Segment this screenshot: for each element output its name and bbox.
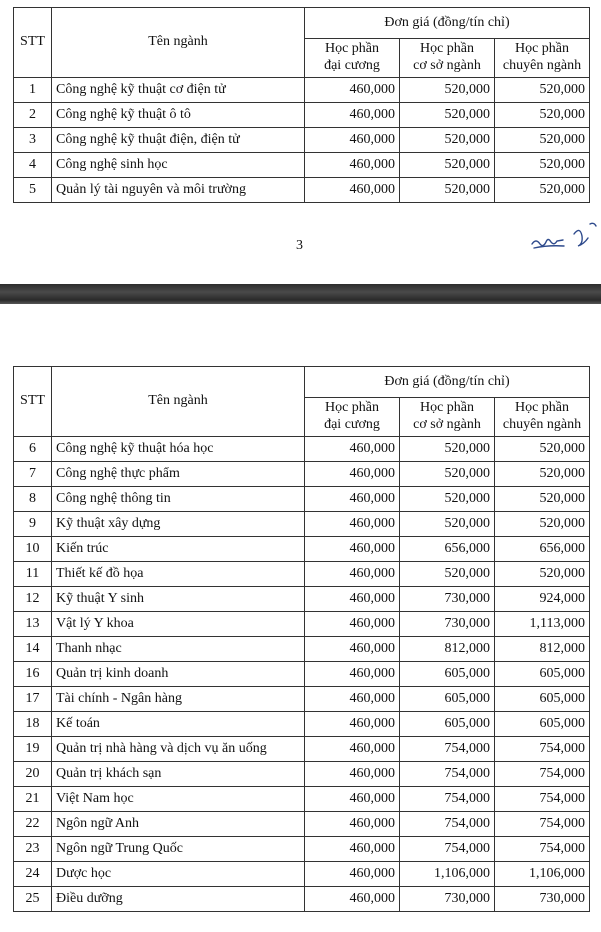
table-row [14, 537, 590, 562]
row-stt: 22 [14, 812, 52, 837]
row-major-name: Công nghệ kỹ thuật cơ điện tử [52, 78, 305, 103]
row-specialized-price: 520,000 [495, 487, 590, 512]
row-stt: 12 [14, 587, 52, 612]
row-foundation-price: 754,000 [400, 837, 495, 862]
row-major-name: Công nghệ thông tin [52, 487, 305, 512]
row-specialized-price: 605,000 [495, 687, 590, 712]
table-row [14, 712, 590, 737]
row-general-price: 460,000 [305, 762, 400, 787]
header-foundation-courses: Học phần cơ sở ngành [400, 39, 495, 78]
row-specialized-price: 754,000 [495, 787, 590, 812]
page-number: 3 [296, 238, 303, 253]
row-general-price: 460,000 [305, 612, 400, 637]
header-unit-price: Đơn giá (đồng/tín chỉ) [305, 8, 590, 39]
row-specialized-price: 1,106,000 [495, 862, 590, 887]
row-foundation-price: 520,000 [400, 103, 495, 128]
row-major-name: Ngôn ngữ Anh [52, 812, 305, 837]
row-specialized-price: 754,000 [495, 737, 590, 762]
row-major-name: Dược học [52, 862, 305, 887]
row-foundation-price: 520,000 [400, 153, 495, 178]
row-general-price: 460,000 [305, 862, 400, 887]
row-general-price: 460,000 [305, 78, 400, 103]
row-major-name: Công nghệ kỹ thuật hóa học [52, 437, 305, 462]
row-stt: 7 [14, 462, 52, 487]
row-general-price: 460,000 [305, 687, 400, 712]
row-stt: 8 [14, 487, 52, 512]
row-specialized-price: 520,000 [495, 562, 590, 587]
row-specialized-price: 605,000 [495, 712, 590, 737]
header-foundation-courses: Học phần cơ sở ngành [400, 398, 495, 437]
row-foundation-price: 520,000 [400, 78, 495, 103]
row-general-price: 460,000 [305, 812, 400, 837]
table-row [14, 687, 590, 712]
table-row [14, 487, 590, 512]
header-general-courses: Học phần đại cương [305, 39, 400, 78]
row-specialized-price: 520,000 [495, 512, 590, 537]
row-specialized-price: 520,000 [495, 128, 590, 153]
row-specialized-price: 730,000 [495, 887, 590, 912]
row-stt: 9 [14, 512, 52, 537]
table-row [14, 78, 590, 103]
row-foundation-price: 754,000 [400, 812, 495, 837]
row-specialized-price: 812,000 [495, 637, 590, 662]
row-foundation-price: 605,000 [400, 712, 495, 737]
row-specialized-price: 520,000 [495, 78, 590, 103]
row-stt: 19 [14, 737, 52, 762]
row-stt: 18 [14, 712, 52, 737]
header-major-name: Tên ngành [52, 367, 305, 437]
row-stt: 14 [14, 637, 52, 662]
row-general-price: 460,000 [305, 128, 400, 153]
row-specialized-price: 520,000 [495, 153, 590, 178]
row-stt: 4 [14, 153, 52, 178]
header-specialized-courses: Học phần chuyên ngành [495, 398, 590, 437]
tuition-table-page-4 [13, 366, 590, 912]
row-major-name: Tài chính - Ngân hàng [52, 687, 305, 712]
document-page-4 [0, 304, 601, 932]
row-stt: 24 [14, 862, 52, 887]
document-page-3 [0, 0, 601, 284]
row-general-price: 460,000 [305, 487, 400, 512]
row-specialized-price: 924,000 [495, 587, 590, 612]
header-specialized-courses: Học phần chuyên ngành [495, 39, 590, 78]
row-major-name: Vật lý Y khoa [52, 612, 305, 637]
row-specialized-price: 754,000 [495, 837, 590, 862]
row-stt: 2 [14, 103, 52, 128]
row-general-price: 460,000 [305, 587, 400, 612]
row-major-name: Công nghệ kỹ thuật điện, điện tử [52, 128, 305, 153]
row-stt: 16 [14, 662, 52, 687]
row-foundation-price: 754,000 [400, 737, 495, 762]
row-major-name: Kỹ thuật Y sinh [52, 587, 305, 612]
row-general-price: 460,000 [305, 437, 400, 462]
row-specialized-price: 520,000 [495, 178, 590, 203]
row-foundation-price: 520,000 [400, 487, 495, 512]
table-row [14, 462, 590, 487]
row-general-price: 460,000 [305, 512, 400, 537]
signature-mark [530, 220, 600, 260]
row-major-name: Thanh nhạc [52, 637, 305, 662]
table-row [14, 762, 590, 787]
row-major-name: Ngôn ngữ Trung Quốc [52, 837, 305, 862]
row-general-price: 460,000 [305, 637, 400, 662]
row-general-price: 460,000 [305, 837, 400, 862]
row-stt: 13 [14, 612, 52, 637]
page-separator [0, 284, 601, 304]
row-stt: 25 [14, 887, 52, 912]
row-foundation-price: 754,000 [400, 787, 495, 812]
row-foundation-price: 754,000 [400, 762, 495, 787]
table-row [14, 662, 590, 687]
table-row [14, 587, 590, 612]
row-specialized-price: 605,000 [495, 662, 590, 687]
row-foundation-price: 656,000 [400, 537, 495, 562]
table-row [14, 153, 590, 178]
row-foundation-price: 730,000 [400, 612, 495, 637]
row-specialized-price: 754,000 [495, 812, 590, 837]
row-foundation-price: 520,000 [400, 178, 495, 203]
row-specialized-price: 520,000 [495, 462, 590, 487]
row-major-name: Quản lý tài nguyên và môi trường [52, 178, 305, 203]
row-stt: 17 [14, 687, 52, 712]
table-row [14, 737, 590, 762]
row-foundation-price: 730,000 [400, 587, 495, 612]
table-row [14, 512, 590, 537]
row-major-name: Công nghệ thực phẩm [52, 462, 305, 487]
row-general-price: 460,000 [305, 462, 400, 487]
row-specialized-price: 656,000 [495, 537, 590, 562]
row-specialized-price: 754,000 [495, 762, 590, 787]
row-general-price: 460,000 [305, 103, 400, 128]
row-foundation-price: 520,000 [400, 512, 495, 537]
row-stt: 5 [14, 178, 52, 203]
row-general-price: 460,000 [305, 562, 400, 587]
row-general-price: 460,000 [305, 537, 400, 562]
row-foundation-price: 520,000 [400, 437, 495, 462]
row-specialized-price: 520,000 [495, 437, 590, 462]
row-specialized-price: 520,000 [495, 103, 590, 128]
header-stt: STT [14, 367, 52, 437]
table-row [14, 128, 590, 153]
row-general-price: 460,000 [305, 153, 400, 178]
row-foundation-price: 1,106,000 [400, 862, 495, 887]
table-row [14, 612, 590, 637]
row-major-name: Quản trị kinh doanh [52, 662, 305, 687]
row-major-name: Công nghệ kỹ thuật ô tô [52, 103, 305, 128]
row-major-name: Kỹ thuật xây dựng [52, 512, 305, 537]
row-stt: 10 [14, 537, 52, 562]
header-stt: STT [14, 8, 52, 78]
row-stt: 23 [14, 837, 52, 862]
row-general-price: 460,000 [305, 662, 400, 687]
table-row [14, 787, 590, 812]
row-general-price: 460,000 [305, 712, 400, 737]
table-row [14, 637, 590, 662]
row-stt: 3 [14, 128, 52, 153]
tuition-table-page-3 [13, 7, 590, 203]
table-row [14, 887, 590, 912]
row-stt: 20 [14, 762, 52, 787]
table-row [14, 103, 590, 128]
table-row [14, 178, 590, 203]
row-foundation-price: 812,000 [400, 637, 495, 662]
row-foundation-price: 730,000 [400, 887, 495, 912]
row-major-name: Thiết kế đồ họa [52, 562, 305, 587]
row-major-name: Việt Nam học [52, 787, 305, 812]
table-row [14, 862, 590, 887]
row-stt: 21 [14, 787, 52, 812]
row-stt: 6 [14, 437, 52, 462]
row-general-price: 460,000 [305, 787, 400, 812]
row-specialized-price: 1,113,000 [495, 612, 590, 637]
row-foundation-price: 605,000 [400, 687, 495, 712]
row-major-name: Quản trị khách sạn [52, 762, 305, 787]
row-general-price: 460,000 [305, 887, 400, 912]
table-row [14, 562, 590, 587]
table-row [14, 837, 590, 862]
row-major-name: Kiến trúc [52, 537, 305, 562]
row-general-price: 460,000 [305, 178, 400, 203]
header-major-name: Tên ngành [52, 8, 305, 78]
row-foundation-price: 605,000 [400, 662, 495, 687]
row-stt: 1 [14, 78, 52, 103]
row-stt: 11 [14, 562, 52, 587]
row-major-name: Công nghệ sinh học [52, 153, 305, 178]
row-major-name: Điều dưỡng [52, 887, 305, 912]
row-foundation-price: 520,000 [400, 128, 495, 153]
header-unit-price: Đơn giá (đồng/tín chỉ) [305, 367, 590, 398]
row-major-name: Kế toán [52, 712, 305, 737]
table-row [14, 437, 590, 462]
table-row [14, 812, 590, 837]
row-foundation-price: 520,000 [400, 462, 495, 487]
row-general-price: 460,000 [305, 737, 400, 762]
row-major-name: Quản trị nhà hàng và dịch vụ ăn uống [52, 737, 305, 762]
row-foundation-price: 520,000 [400, 562, 495, 587]
header-general-courses: Học phần đại cương [305, 398, 400, 437]
